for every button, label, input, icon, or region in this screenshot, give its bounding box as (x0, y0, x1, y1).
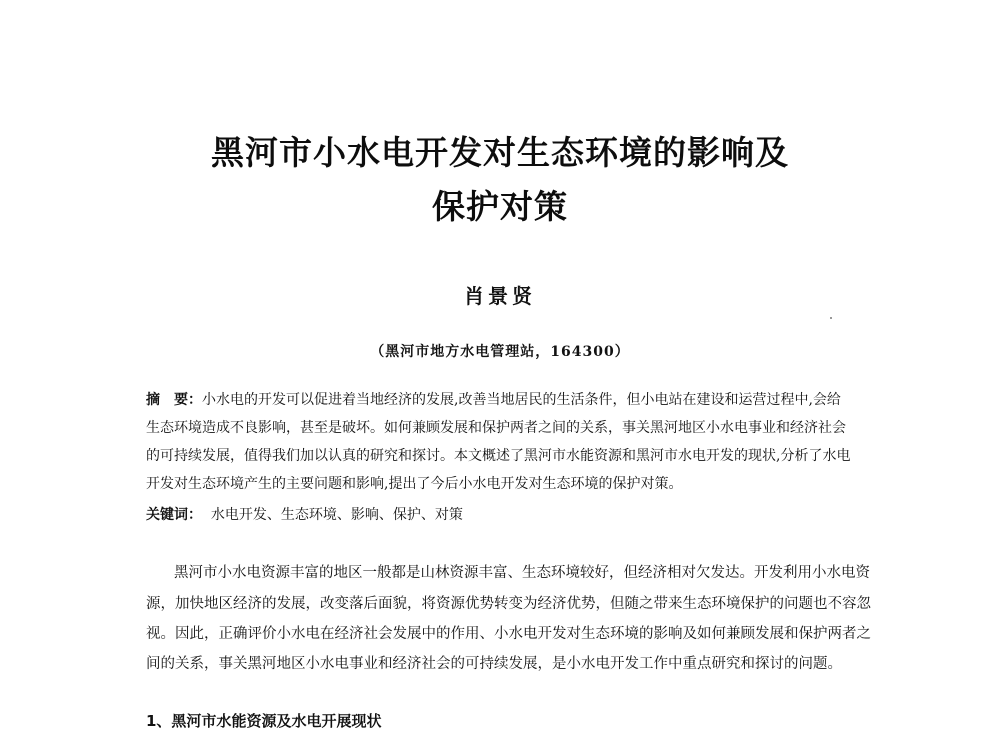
abstract-label: 摘 要： (146, 392, 202, 408)
intro-line-4: 间的关系，事关黑河地区小水电事业和经济社会的可持续发展，是小水电开发工作中重点研究和探讨的问题。 (146, 656, 842, 672)
keywords-label: 关键词： (146, 507, 202, 523)
abstract-line-1 (146, 390, 916, 410)
abstract-text: 小水电的开发可以促进着当地经济的发展,改善当地居民的生活条件，但小电站在建设和运营过程中,会给 (202, 392, 841, 408)
paper-title-line-2: 保护对策 (432, 187, 568, 226)
keywords-line (146, 505, 916, 525)
keywords-text: 水电开发、生态环境、影响、保护、对策 (210, 507, 463, 523)
abstract-line-3: 的可持续发展，值得我们加以认真的研究和探讨。本文概述了黑河市水能资源和黑河市水电开发的现状,分析了水电 (146, 448, 851, 464)
abstract-line-2: 生态环境造成不良影响，甚至是破坏。如何兼顾发展和保护两者之间的关系，事关黑河地区小水电事业和经济社会 (146, 420, 846, 436)
author-name: 肖景贤 (464, 284, 536, 308)
author-affiliation: （黑河市地方水电管理站，164300） (370, 344, 630, 360)
intro-line-3: 视。因此，正确评价小水电在经济社会发展中的作用、小水电开发对生态环境的影响及如何兼顾发展和保护两者之 (146, 626, 871, 642)
section-heading: 1、黑河市水能资源及水电开展现状 (146, 712, 382, 730)
intro-line-1: 黑河市小水电资源丰富的地区一般都是山林资源丰富、生态环境较好，但经济相对欠发达。开发利用小水电资 (174, 565, 870, 581)
scan-speck (830, 317, 832, 319)
abstract-line-4: 开发对生态环境产生的主要问题和影响,提出了今后小水电开发对生态环境的保护对策。 (146, 476, 683, 492)
paper-title-line-1: 黑河市小水电开发对生态环境的影响及 (211, 133, 789, 172)
intro-line-2: 源，加快地区经济的发展，改变落后面貌，将资源优势转变为经济优势，但随之带来生态环境保护的问题也不容忽 (146, 596, 871, 612)
